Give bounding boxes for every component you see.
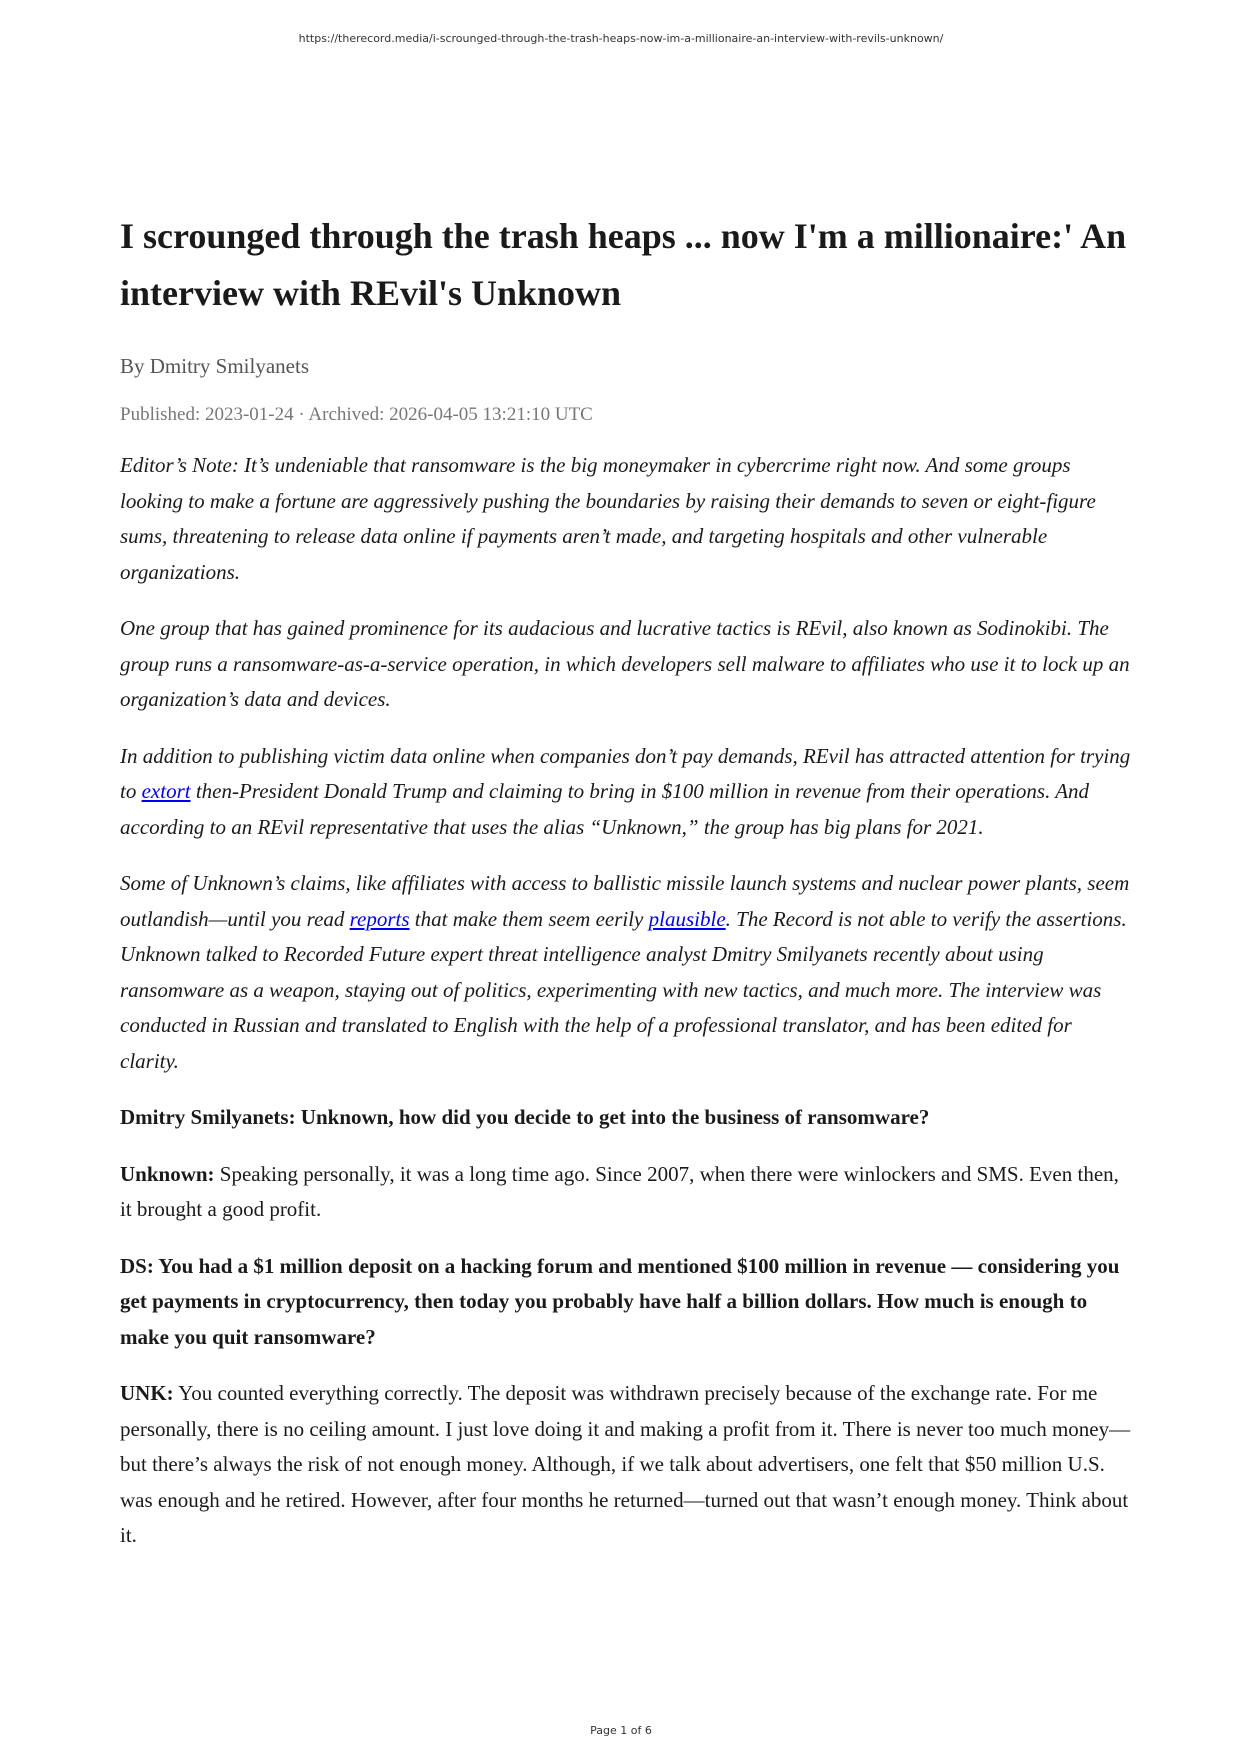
editors-note-paragraph: Editor’s Note: It’s undeniable that ransomware is the big moneymaker in cybercrime right now. And some groups looking to make a fortune are aggressively pushing the boundaries by raising their demands to seven or eight-figure sums, threatening to release data online if payments aren’t made, and targeting hospitals and other vulnerable organizations. — [120, 453, 1096, 584]
intro-paragraph-claims — [120, 866, 1135, 1079]
speaker-label: UNK: — [120, 1381, 174, 1405]
paragraph-text: Some of Unknown’s claims, like affiliates with access to ballistic missile launch systems and nuclear power plants, seem outlandish—until you read — [120, 871, 1130, 931]
reports-link[interactable]: reports — [349, 906, 410, 931]
paragraph-text: In addition to publishing victim data online when companies don’t pay demands, REvil has attracted attention for trying to — [120, 743, 1131, 803]
article-meta: Published: 2023-01-24 · Archived: 2026-04-05 13:21:10 UTC — [120, 404, 593, 425]
speaker-label: Unknown: — [120, 1161, 215, 1186]
interview-question: Dmitry Smilyanets: Unknown, how did you decide to get into the business of ransomware? — [120, 1105, 930, 1129]
paragraph-text: then-President Donald Trump and claiming to bring in $100 million in revenue from their operations. And according to an REvil representative that uses the alias “Unknown,” the group has big plans for 2021. — [120, 779, 1090, 839]
paragraph-text: . The Record is not able to verify the assertions. Unknown talked to Recorded Future expert threat intelligence analyst Dmitry Smilyanets recently about using ransomware as a weapon, staying out of politics, experimenting with new tactics, and much more. The interview was conducted in Russian and translated to English with the help of a professional translator, and has been edited for clarity. — [120, 906, 1127, 1073]
paragraph-text: that make them seem eerily — [409, 906, 649, 931]
answer-text: Speaking personally, it was a long time ago. Since 2007, when there were winlockers and SMS. Even then, it brought a good profit. — [120, 1161, 1119, 1221]
article-byline: By Dmitry Smilyanets — [120, 354, 309, 378]
intro-paragraph-extort — [120, 739, 1135, 846]
interview-question: DS: You had a $1 million deposit on a hacking forum and mentioned $100 million in revenue — considering you get payments in cryptocurrency, then today you probably have half a billion dollars. How much is enough to make you quit ransomware? — [120, 1253, 1120, 1349]
extort-link[interactable]: extort — [141, 779, 191, 803]
source-url: https://therecord.media/i-scrounged-through-the-trash-heaps-now-im-a-millionaire-an-interview-with-revils-unknown/ — [298, 32, 944, 45]
article-title: I scrounged through the trash heaps ... now I'm a millionaire:' An interview with REvil's Unknown — [120, 216, 1127, 313]
page-number: Page 1 of 6 — [590, 1724, 652, 1737]
interview-answer — [120, 1376, 1135, 1554]
interview-answer — [120, 1157, 1135, 1228]
intro-paragraph-revil: One group that has gained prominence for its audacious and lucrative tactics is REvil, also known as Sodinokibi. The group runs a ransomware-as-a-service operation, in which developers sell malware to affiliates who use it to lock up an organization’s data and devices. — [120, 616, 1130, 711]
article-body — [120, 208, 1135, 1554]
answer-text: You counted everything correctly. The deposit was withdrawn precisely because of the exchange rate. For me personally, there is no ceiling amount. I just love doing it and making a profit from it. There is never too much money—but there’s always the risk of not enough money. Although, if we talk about advertisers, one felt that $50 million U.S. was enough and he retired. However, after four months he returned—turned out that wasn’t enough money. Think about it. — [120, 1381, 1131, 1547]
plausible-link[interactable]: plausible — [648, 906, 726, 931]
